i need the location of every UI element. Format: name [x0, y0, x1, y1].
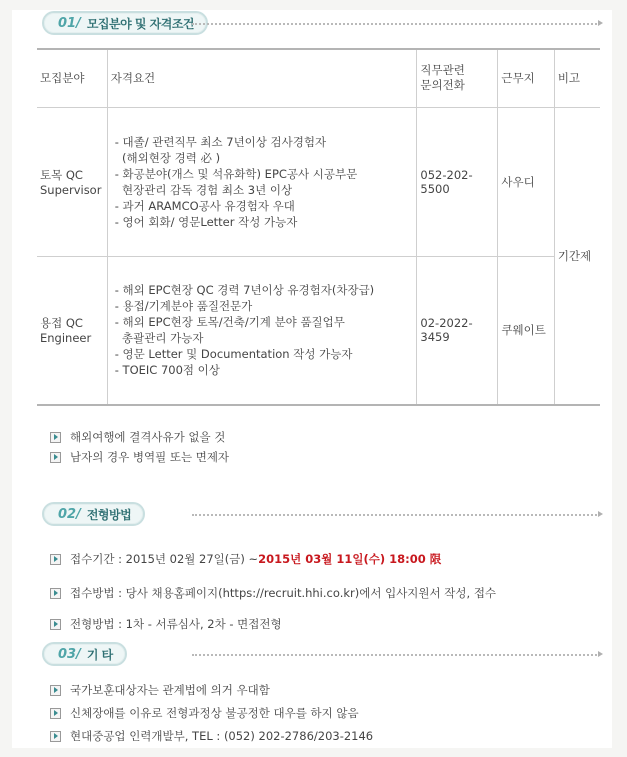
- field-cell: [37, 256, 107, 405]
- section-pill: [42, 11, 208, 35]
- deadline-text: 2015년 03월 11일(수) 18:00 限: [258, 552, 442, 566]
- requirements-cell: [107, 107, 417, 256]
- bullet-arrow-icon: [50, 731, 61, 742]
- field-cell: [37, 107, 107, 256]
- list-item: [50, 616, 282, 632]
- section-header-qualifications: [42, 11, 208, 35]
- bullet-arrow-icon: [50, 685, 61, 696]
- header-note: 비고: [554, 49, 600, 107]
- bullet-arrow-icon: [50, 708, 61, 719]
- requirement-item: 현장관리 감독 경험 최소 3년 이상: [114, 182, 293, 197]
- section-title: 전형방법: [86, 507, 132, 522]
- section-title: 모집분야 및 자격조건: [86, 16, 195, 31]
- requirement-item: - 영문 Letter 및 Documentation 작성 가능자: [114, 347, 353, 362]
- field-name: 토목 QC: [40, 167, 83, 182]
- arrow-right-icon: [598, 511, 603, 517]
- section-number: 02/: [58, 506, 81, 522]
- section-title: 기 타: [86, 647, 113, 662]
- note-cell: 기간제: [554, 107, 600, 405]
- header-phone: 직무관련 문의전화: [417, 49, 498, 107]
- location-cell: 사우디: [498, 107, 554, 256]
- bullet-arrow-icon: [50, 619, 61, 630]
- list-item: [50, 429, 225, 445]
- list-item: [50, 449, 229, 465]
- section-divider: [192, 514, 597, 516]
- header-field: 모집분야: [37, 49, 107, 107]
- header-location: 근무지: [498, 49, 554, 107]
- other-text: 신체장애를 이유로 전형과정상 불공정한 대우를 하지 않음: [70, 706, 359, 720]
- requirement-item: - 해외 EPC현장 QC 경력 7년이상 유경험자(차장급): [114, 283, 375, 298]
- requirement-item: - 용접/기계분야 품질전문가: [114, 299, 253, 314]
- requirement-item: - 과거 ARAMCO공사 유경험자 우대: [114, 198, 295, 213]
- requirement-item: - 해외 EPC현장 토목/건축/기계 분야 품질업무: [114, 315, 345, 330]
- bullet-arrow-icon: [50, 432, 61, 443]
- section-pill: [42, 642, 127, 666]
- phone-cell: 052-202-5500: [417, 107, 498, 256]
- requirement-item: (해외현장 경력 必 ): [114, 150, 221, 165]
- section-number: 01/: [58, 15, 81, 31]
- phone-cell: 02-2022-3459: [417, 256, 498, 405]
- method-text: 접수방법 : 당사 채용홈페이지(https://recruit.hhi.co.kr)에서 입사지원서 작성, 접수: [70, 586, 497, 600]
- condition-text: 해외여행에 결격사유가 없을 것: [70, 430, 226, 444]
- section-header-process: [42, 502, 145, 526]
- requirement-item: - TOEIC 700점 이상: [114, 363, 220, 378]
- bullet-arrow-icon: [50, 452, 61, 463]
- requirement-item: - 영어 회화/ 영문Letter 작성 가능자: [114, 214, 298, 229]
- bullet-arrow-icon: [50, 588, 61, 599]
- list-item: [50, 682, 270, 698]
- section-header-others: [42, 642, 127, 666]
- requirement-item: 총괄관리 가능자: [114, 331, 204, 346]
- list-item: [50, 585, 496, 601]
- arrow-right-icon: [598, 651, 603, 657]
- list-item: [50, 705, 359, 721]
- condition-text: 남자의 경우 병역필 또는 면제자: [70, 450, 230, 464]
- field-role: Supervisor: [40, 182, 102, 197]
- table-row: [37, 256, 600, 405]
- requirement-item: - 화공분야(개스 및 석유화학) EPC공사 시공부문: [114, 166, 358, 181]
- list-item: [50, 728, 373, 744]
- requirement-item: - 대졸/ 관련직무 최소 7년이상 검사경험자: [114, 134, 327, 149]
- requirements-cell: [107, 256, 417, 405]
- other-text: 국가보훈대상자는 관계법에 의거 우대함: [70, 683, 270, 697]
- requirements-table: [37, 48, 600, 406]
- bullet-arrow-icon: [50, 554, 61, 565]
- section-divider: [192, 654, 597, 656]
- contact-text: 현대중공업 인력개발부, TEL : (052) 202-2786/203-2146: [70, 729, 374, 743]
- section-number: 03/: [58, 646, 81, 662]
- period-text: 접수기간 : 2015년 02월 27일(금) ~: [70, 552, 259, 566]
- section-divider: [192, 23, 597, 25]
- recruit-notice: [12, 10, 612, 748]
- table-header-row: [37, 49, 600, 107]
- section-pill: [42, 502, 145, 526]
- field-name: 용접 QC: [40, 316, 83, 331]
- field-role: Engineer: [40, 331, 92, 346]
- header-requirements: 자격요건: [107, 49, 417, 107]
- list-item: [50, 551, 441, 567]
- arrow-right-icon: [598, 20, 603, 26]
- screening-text: 전형방법 : 1차 - 서류심사, 2차 - 면접전형: [70, 617, 282, 631]
- table-row: [37, 107, 600, 256]
- location-cell: 쿠웨이트: [498, 256, 554, 405]
